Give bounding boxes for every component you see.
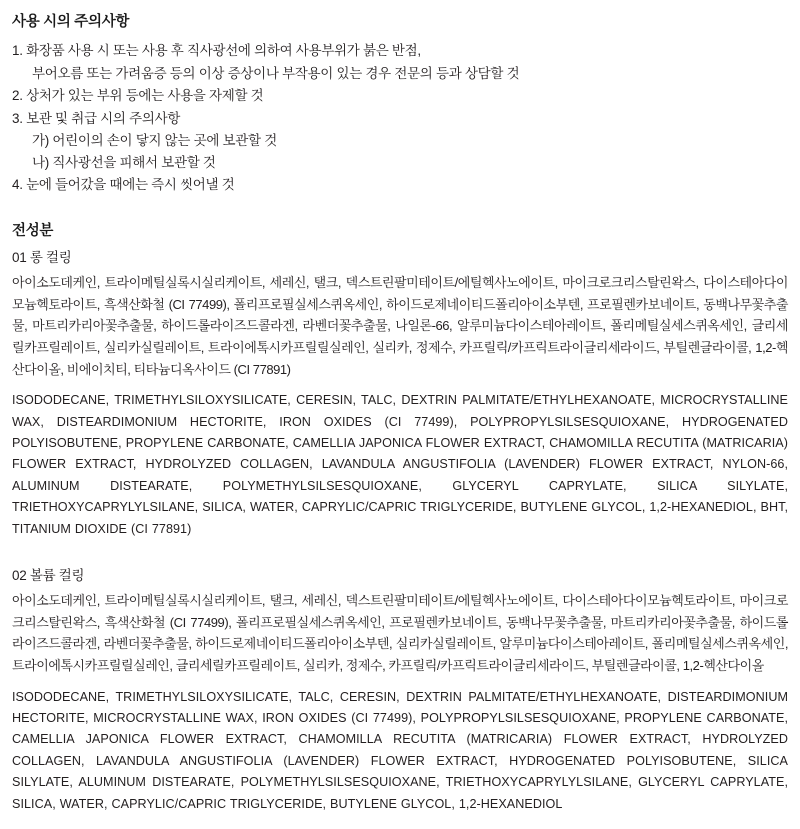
- ingredients-english: ISODODECANE, TRIMETHYLSILOXYSILICATE, TALC, CERESIN, DEXTRIN PALMITATE/ETHYLHEXANOATE, DISTEARDIMONIUM HECTORITE, MICROCRYSTALLINE WAX, IRON OXIDES (CI 77499), POLYPROPYLSILSESQUIOXANE, PROPYLENE CARBONATE, CAMELLIA JAPONICA FLOWER EXTRACT, CHAMOMILLA RECUTITA (MATRICARIA) FLOWER EXTRACT, HYDROLYZED COLLAGEN, LAVANDULA ANGUSTIFOLIA (LAVENDER) FLOWER EXTRACT, HYDROGENATED POLYISOBUTENE, SILICA SILYLATE, ALUMINUM DISTEARATE, POLYMETHYLSILSESQUIOXANE, TRIETHOXYCAPRYLYLSILANE, GLYCERYL CAPRYLATE, SILICA, WATER, CAPRYLIC/CAPRIC TRIGLYCERIDE, BUTYLENE GLYCOL, 1,2-HEXANEDIOL: [12, 689, 788, 811]
- list-item: 2. 상처가 있는 부위 등에는 사용을 자제할 것: [12, 87, 264, 103]
- section-spacer: [12, 197, 788, 219]
- ingredients-korean: 아이소도데케인, 트라이메틸실록시실리케이트, 세레신, 탤크, 덱스트린팔미테이트/에틸헥사노에이트, 마이크로크리스탈린왁스, 다이스테아다이모늄헥토라이트, 흑색산화철 (CI 77499), 폴리프로필실세스퀴옥세인, 하이드로제네이티드폴리아이소부텐, 프로필렌카보네이트, 동백나무꽃추출물, 마트리카리아꽃추출물, 하이드롤라이즈드콜라겐, 라벤더꽃추출물, 나일론-66, 알루미늄다이스테아레이트, 폴리메틸실세스퀴옥세인, 글리세릴카프릴레이트, 실리카실릴레이트, 트라이에톡시카프릴릴실레인, 실리카, 정제수, 카프릴릭/카프릭트라이글리세라이드, 부틸렌글라이콜, 1,2-헥산다이올, 비에이치티, 티타늄디옥사이드 (CI 77891): [12, 275, 788, 377]
- list-item-sub: 가) 어린이의 손이 닿지 않는 곳에 보관할 것: [32, 133, 277, 149]
- ingredients-korean: 아이소도데케인, 트라이메틸실록시실리케이트, 탤크, 세레신, 덱스트린팔미테이트/에틸헥사노에이트, 다이스테아다이모늄헥토라이트, 마이크로크리스탈린왁스, 흑색산화철 (CI 77499), 폴리프로필실세스퀴옥세인, 프로필렌카보네이트, 동백나무꽃추출물, 마트리카리아꽃추출물, 하이드롤라이즈드콜라겐, 라벤더꽃추출물, 하이드로제네이티드폴리아이소부텐, 실리카실릴레이트, 알루미늄다이스테아레이트, 폴리메틸실세스퀴옥세인, 트라이에톡시카프릴릴실레인, 글리세릴카프릴레이트, 실리카, 정제수, 카프릴릭/카프릭트라이글리세라이드, 부틸렌글라이콜, 1,2-헥산다이올: [12, 593, 788, 673]
- list-item: 3. 보관 및 취급 시의 주의사항: [12, 110, 181, 126]
- precautions-title: 사용 시의 주의사항: [12, 14, 130, 30]
- variant-name: 01 롱 컬링: [12, 250, 72, 266]
- variant-block-01: [12, 248, 788, 540]
- variant-spacer: [12, 544, 788, 566]
- list-item: 4. 눈에 들어갔을 때에는 즉시 씻어낼 것: [12, 177, 235, 193]
- list-item-continuation: 부어오름 또는 가려움증 등의 이상 증상이나 부작용이 있는 경우 전문의 등과 상담할 것: [32, 65, 520, 81]
- variant-name: 02 볼륨 컬링: [12, 568, 85, 583]
- ingredients-english: ISODODECANE, TRIMETHYLSILOXYSILICATE, CERESIN, TALC, DEXTRIN PALMITATE/ETHYLHEXANOATE, MICROCRYSTALLINE WAX, DISTEARDIMONIUM HECTORITE, IRON OXIDES (CI 77499), POLYPROPYLSILSESQUIOXANE, HYDROGENATED POLYISOBUTENE, PROPYLENE CARBONATE, CAMELLIA JAPONICA FLOWER EXTRACT, CHAMOMILLA RECUTITA (MATRICARIA) FLOWER EXTRACT, HYDROLYZED COLLAGEN, LAVANDULA ANGUSTIFOLIA (LAVENDER) FLOWER EXTRACT, NYLON-66, ALUMINUM DISTEARATE, POLYMETHYLSILSESQUIOXANE, GLYCERYL CAPRYLATE, SILICA SILYLATE, TRIETHOXYCAPRYLYLSILANE, SILICA, WATER, CAPRYLIC/CAPRIC TRIGLYCERIDE, BUTYLENE GLYCOL, 1,2-HEXANEDIOL, BHT, TITANIUM DIOXIDE (CI 77891): [12, 393, 788, 536]
- precautions-list: [12, 40, 788, 196]
- list-item-sub: 나) 직사광선을 피해서 보관할 것: [32, 155, 216, 171]
- ingredients-title: 전성분: [12, 223, 54, 240]
- list-item: 1. 화장품 사용 시 또는 사용 후 직사광선에 의하여 사용부위가 붉은 반점,: [12, 43, 421, 58]
